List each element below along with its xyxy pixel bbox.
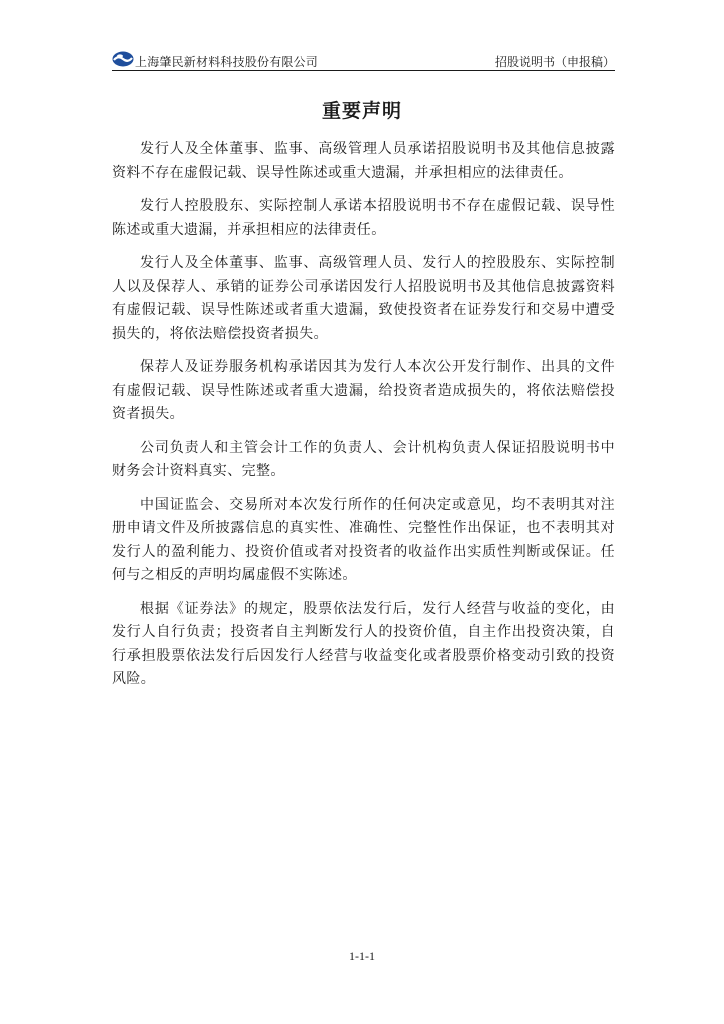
company-name: 上海肇民新材料科技股份有限公司: [135, 55, 319, 69]
page-number: 1-1-1: [349, 949, 375, 963]
statement-paragraph: 发行人及全体董事、监事、高级管理人员承诺招股说明书及其他信息披露资料不存在虚假记载、误导性陈述或重大遗漏，并承担相应的法律责任。: [112, 141, 615, 181]
statement-paragraph: 发行人及全体董事、监事、高级管理人员、发行人的控股股东、实际控制人以及保荐人、承销的证券公司承诺因发行人招股说明书及其他信息披露资料有虚假记载、误导性陈述或者重大遗漏，致使投资者在证券发行和交易中遭受损失的，将依法赔偿投资者损失。: [112, 255, 615, 342]
page-header: [112, 50, 615, 72]
header-rule: [112, 70, 615, 71]
document-body: [112, 138, 615, 702]
page-title: 重要声明: [321, 100, 402, 122]
statement-paragraph: 公司负责人和主管会计工作的负责人、会计机构负责人保证招股说明书中财务会计资料真实、完整。: [112, 439, 615, 479]
statement-paragraph: 发行人控股股东、实际控制人承诺本招股说明书不存在虚假记载、误导性陈述或重大遗漏，并承担相应的法律责任。: [112, 198, 615, 238]
statement-paragraph: 保荐人及证券服务机构承诺因其为发行人本次公开发行制作、出具的文件有虚假记载、误导性陈述或者重大遗漏，给投资者造成损失的，将依法赔偿投资者损失。: [112, 359, 615, 422]
company-logo: [112, 51, 134, 67]
statement-paragraph: 中国证监会、交易所对本次发行所作的任何决定或意见，均不表明其对注册申请文件及所披露信息的真实性、准确性、完整性作出保证，也不表明其对发行人的盈利能力、投资价值或者对投资者的收益作出实质性判断或保证。任何与之相反的声明均属虚假不实陈述。: [112, 496, 615, 583]
document-type: 招股说明书（申报稿）: [494, 55, 615, 69]
statement-paragraph: 根据《证券法》的规定，股票依法发行后，发行人经营与收益的变化，由发行人自行负责；投资者自主判断发行人的投资价值，自主作出投资决策，自行承担股票依法发行后因发行人经营与收益变化或者股票价格变动引致的投资风险。: [112, 600, 615, 687]
